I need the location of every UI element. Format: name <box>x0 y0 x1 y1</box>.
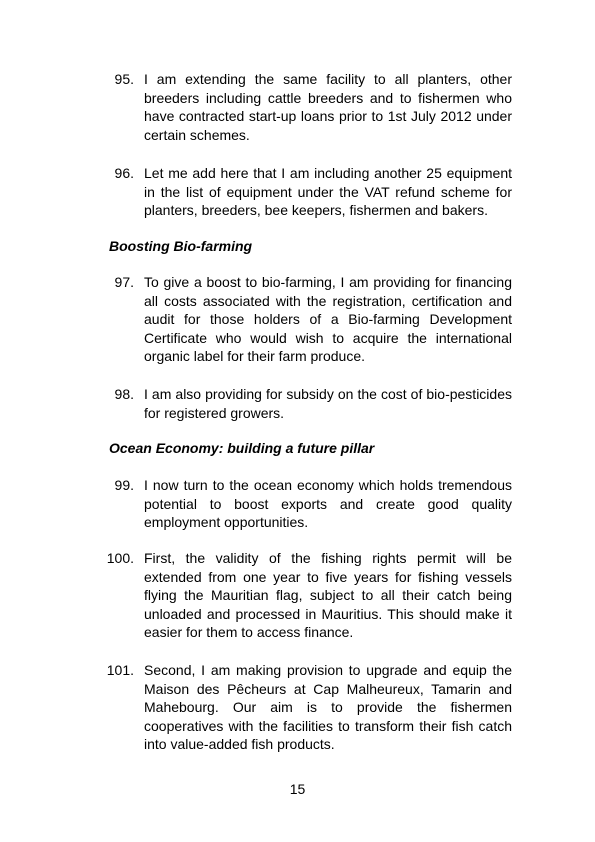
paragraph-97 <box>106 273 512 366</box>
paragraph-text: I am also providing for subsidy on the cost of bio-pesticides for registered growers. <box>144 386 512 421</box>
paragraph-number: 99. <box>114 477 134 493</box>
paragraph-text: Second, I am making provision to upgrade and equip the Maison des Pêcheurs at Cap Malheureux, Tamarin and Mahebourg. Our aim is to provide the fishermen cooperatives with the facilities to transform their fish catch into value-added fish products. <box>144 662 512 753</box>
paragraph-101 <box>106 661 512 754</box>
paragraph-text: First, the validity of the fishing rights permit will be extended from one year to five years for fishing vessels flying the Mauritian flag, subject to all their catch being unloaded and processed in Mauritius. This should make it easier for them to access finance. <box>144 550 512 641</box>
paragraph-text: Let me add here that I am including another 25 equipment in the list of equipment under the VAT refund scheme for planters, breeders, bee keepers, fishermen and bakers. <box>144 165 512 219</box>
paragraph-number: 101. <box>106 662 134 678</box>
paragraph-number: 98. <box>114 386 134 402</box>
paragraph-number: 95. <box>114 71 134 87</box>
paragraph-text: I am extending the same facility to all planters, other breeders including cattle breeders and to fishermen who have contracted start-up loans prior to 1st July 2012 under certain schemes. <box>144 71 512 143</box>
paragraph-99 <box>106 476 512 532</box>
paragraph-number: 97. <box>114 274 134 290</box>
paragraph-number: 100. <box>106 550 134 566</box>
paragraph-text: To give a boost to bio-farming, I am providing for financing all costs associated with the registration, certification and audit for those holders of a Bio-farming Development Certificate who would wish to acquire the international organic label for their farm produce. <box>144 274 512 365</box>
page-number: 15 <box>289 781 306 797</box>
section-heading-ocean-economy: Ocean Economy: building a future pillar <box>109 440 375 456</box>
paragraph-95 <box>106 70 512 144</box>
paragraph-96 <box>106 164 512 220</box>
paragraph-number: 96. <box>114 165 134 181</box>
paragraph-98 <box>106 385 512 422</box>
paragraph-100 <box>106 549 512 642</box>
paragraph-text: I now turn to the ocean economy which holds tremendous potential to boost exports and create good quality employment opportunities. <box>144 477 512 531</box>
section-heading-bio-farming: Boosting Bio-farming <box>109 238 253 254</box>
